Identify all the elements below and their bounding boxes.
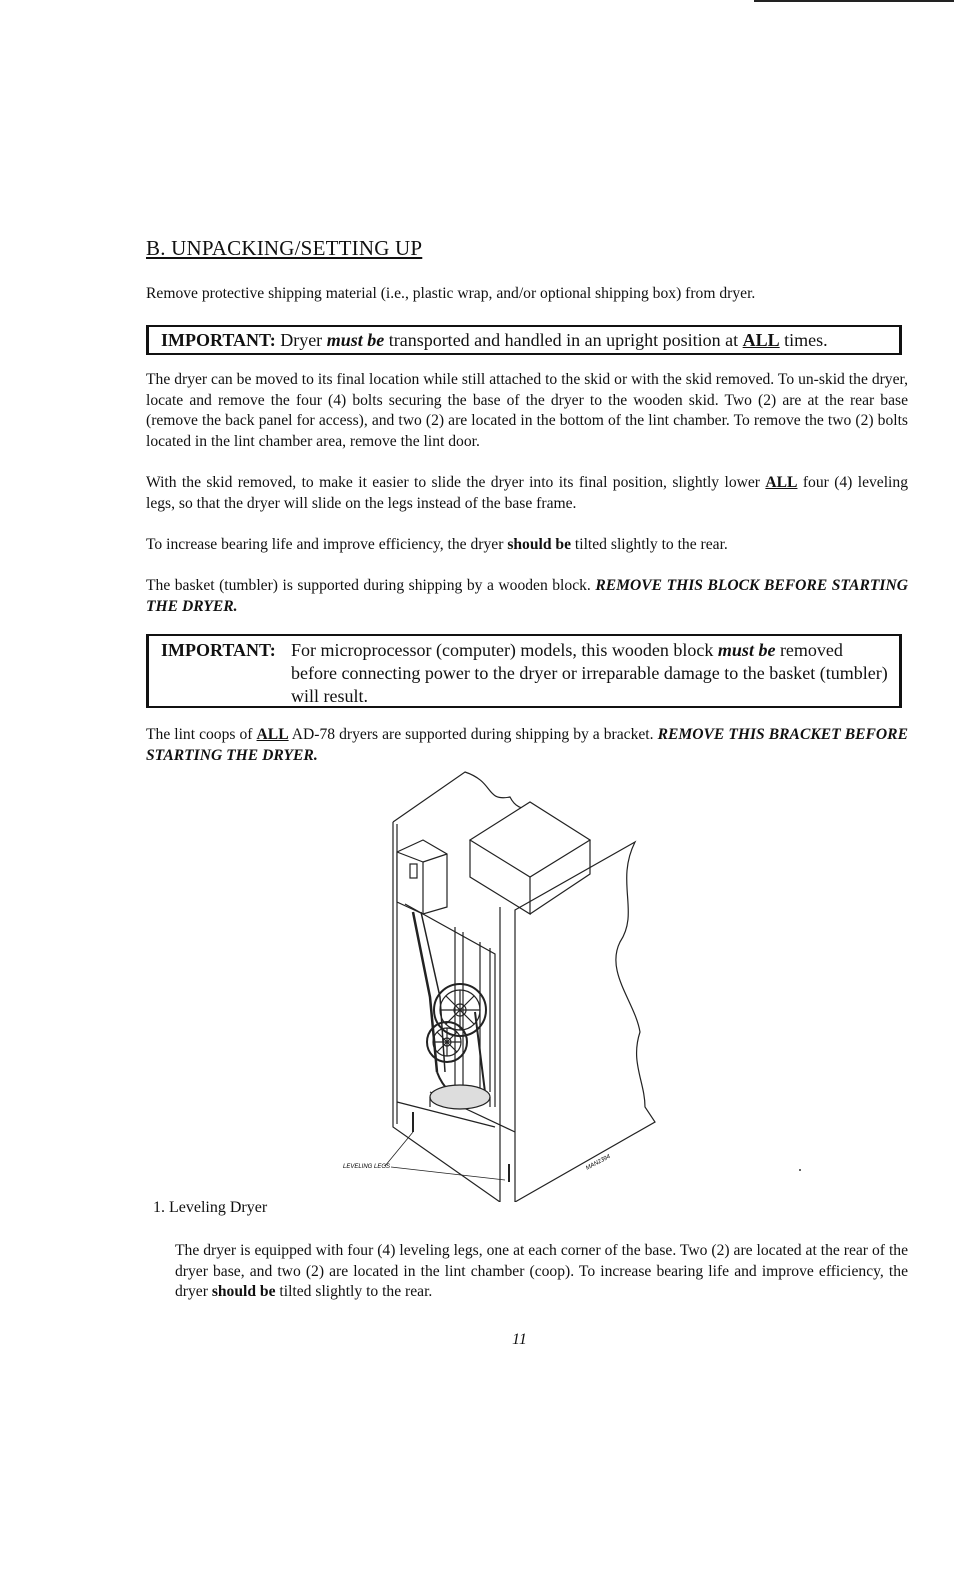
dryer-figure bbox=[335, 762, 675, 1202]
paragraph-bold: should be bbox=[211, 1283, 276, 1300]
drawing-number: MAN2394 bbox=[585, 1153, 612, 1172]
paragraph-text: To increase bearing life and improve efficiency, the dryer bbox=[146, 536, 508, 553]
important-notice-upright bbox=[146, 325, 902, 355]
paragraph-text: The dryer is equipped with four (4) leveling legs, one at each corner of the base. Two (2) are located at the rear of the dryer base, and two (2) are located in the lint chamber (coop). To increase bearing life and improve efficiency, the dryer bbox=[175, 1242, 908, 1300]
important-label: IMPORTANT: bbox=[161, 640, 276, 660]
notice-text: times. bbox=[779, 330, 828, 350]
step-title: 1. Leveling Dryer bbox=[153, 1199, 268, 1216]
paragraph-underline: ALL bbox=[256, 726, 289, 743]
notice-emphasis: must be bbox=[717, 640, 776, 660]
leveling-legs-paragraph bbox=[146, 473, 908, 514]
notice-body bbox=[291, 639, 889, 708]
paragraph-text: tilted slightly to the rear. bbox=[275, 1283, 433, 1300]
leveling-legs-callout: LEVELING LEGS bbox=[343, 1164, 391, 1170]
page-top-rule bbox=[754, 0, 954, 2]
paragraph-warning: REMOVE THIS BRACKET BEFORE STARTING THE DRYER. bbox=[146, 726, 908, 764]
paragraph-underline: ALL bbox=[765, 474, 798, 491]
section-heading: B. UNPACKING/SETTING UP bbox=[146, 236, 423, 260]
paragraph-warning: REMOVE THIS BLOCK BEFORE STARTING THE DRYER. bbox=[146, 577, 908, 615]
paragraph-text: AD-78 dryers are supported during shipping by a bracket. bbox=[288, 726, 658, 743]
paragraph-bold: should be bbox=[507, 536, 572, 553]
notice-text: Dryer bbox=[275, 330, 327, 350]
lint-coop-paragraph bbox=[146, 725, 908, 766]
paragraph-text: The lint coops of bbox=[146, 726, 257, 743]
notice-text: transported and handled in an upright position at bbox=[384, 330, 743, 350]
intro-paragraph: Remove protective shipping material (i.e., plastic wrap, and/or optional shipping box) from dryer. bbox=[146, 285, 756, 302]
unskid-paragraph: The dryer can be moved to its final location while still attached to the skid or with the skid removed. To un-skid the dryer, locate and remove the four (4) bolts securing the base of the dryer to the wooden skid. Two (2) are at the rear base (remove the back panel for access), and two (2) are located in the bottom of the lint chamber. To remove the two (2) bolts located in the lint chamber area, remove the lint door. bbox=[146, 371, 908, 450]
important-notice-microprocessor bbox=[146, 634, 902, 708]
notice-underline: ALL bbox=[742, 330, 780, 350]
tilt-paragraph bbox=[146, 535, 908, 556]
notice-text: For microprocessor (computer) models, this wooden block bbox=[291, 640, 718, 660]
paragraph-text: tilted slightly to the rear. bbox=[571, 536, 728, 553]
page-number: 11 bbox=[512, 1331, 527, 1348]
notice-text: removed before connecting power to the dryer or irreparable damage to the basket (tumbler) will result. bbox=[291, 640, 888, 706]
leveling-dryer-paragraph bbox=[175, 1241, 908, 1303]
important-label: IMPORTANT: bbox=[161, 330, 276, 350]
basket-paragraph bbox=[146, 576, 908, 617]
paragraph-text: four (4) leveling legs, so that the dryer will slide on the legs instead of the base frame. bbox=[146, 474, 908, 512]
scan-speck bbox=[799, 1169, 801, 1171]
paragraph-text: The basket (tumbler) is supported during shipping by a wooden block. bbox=[146, 577, 596, 594]
notice-emphasis: must be bbox=[326, 330, 385, 350]
paragraph-text: With the skid removed, to make it easier to slide the dryer into its final position, slightly lower bbox=[146, 474, 766, 491]
